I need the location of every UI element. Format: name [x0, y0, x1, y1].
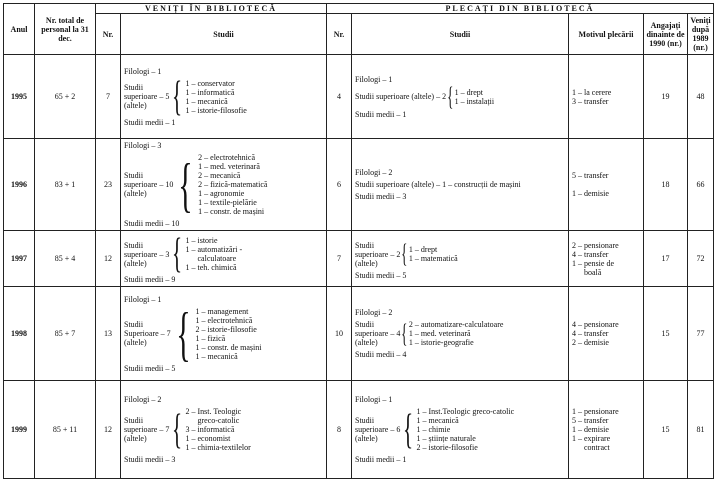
- veniti-superioare: Studii superioare – 7 (altele): [124, 416, 170, 443]
- plecati-superioare: Studii superioare (altele) – 1 – construcții de mașini: [355, 180, 521, 189]
- plecati-medii: Studii medii – 1: [355, 455, 407, 464]
- motiv-item: 4 – pensionare: [572, 320, 619, 329]
- plecati-filologi: Filologi – 1: [355, 395, 393, 404]
- motiv-item: 5 – transfer: [572, 416, 609, 425]
- veniti-dupa-cell: 72: [688, 231, 714, 287]
- veniti-study-item: 1 – constr. de mașini: [195, 342, 262, 352]
- library-staff-table: [3, 3, 714, 479]
- header-veniti-studii: Studii: [121, 14, 327, 55]
- plecati-studii-cell: [352, 287, 569, 381]
- veniti-filologi: Filologi – 1: [124, 66, 162, 76]
- veniti-study-item: 1 – conservator: [185, 78, 235, 88]
- plecati-study-item: 1 – drept: [408, 245, 438, 254]
- veniti-study-item: 2 – electrotehnică: [198, 153, 255, 162]
- veniti-dupa-cell: 48: [688, 55, 714, 139]
- veniti-superioare: Studii superioare – 3 (altele): [124, 240, 170, 268]
- veniti-study-item: 2 – istorie-filosofie: [195, 324, 257, 334]
- brace-icon: {: [178, 151, 193, 218]
- plecati-medii: Studii medii – 5: [355, 270, 407, 280]
- angajati-cell: 19: [644, 55, 688, 139]
- veniti-studii-cell: [121, 55, 327, 139]
- veniti-study-item: 1 – fizică: [195, 333, 226, 343]
- motiv-item: [572, 180, 640, 189]
- veniti-study-item: 2 – fizică-matematică: [198, 180, 268, 189]
- table-row: [4, 287, 714, 381]
- header-nr-total: Nr. total de personal la 31 dec.: [35, 4, 96, 55]
- veniti-study-item: 1 – management: [195, 306, 249, 316]
- motiv-item: 3 – transfer: [572, 96, 609, 106]
- plecati-superioare: Studii superioare – 2 (altele): [355, 240, 401, 268]
- brace-icon: {: [401, 239, 408, 268]
- year-cell: 1999: [4, 381, 35, 479]
- angajati-cell: 15: [644, 287, 688, 381]
- veniti-medii: Studii medii – 1: [124, 117, 176, 127]
- table-row: [4, 231, 714, 287]
- brace-icon: {: [401, 318, 408, 348]
- motiv-item: 1 – pensionare: [572, 407, 619, 416]
- motiv-cell: [569, 55, 644, 139]
- veniti-filologi: Filologi – 1: [124, 294, 162, 304]
- plecati-nr-cell: 7: [327, 231, 352, 287]
- veniti-study-item: 1 – economist: [185, 434, 231, 443]
- brace-icon: {: [172, 231, 183, 277]
- motiv-item: 1 – demisie: [572, 425, 609, 434]
- veniti-study-item: 1 – med. veterinară: [198, 162, 260, 171]
- plecati-filologi: Filologi – 2: [355, 308, 393, 317]
- year-cell: 1998: [4, 287, 35, 381]
- veniti-study-item: 1 – informatică: [185, 87, 235, 97]
- veniti-study-item: 2 – mecanică: [198, 171, 241, 180]
- plecati-nr-cell: 10: [327, 287, 352, 381]
- plecati-study-item: 1 – mecanică: [416, 416, 459, 425]
- header-plecati-nr: Nr.: [327, 14, 352, 55]
- veniti-superioare: Studii Superioare – 7 (altele): [124, 320, 171, 347]
- table-row: [4, 139, 714, 231]
- veniti-medii: Studii medii – 10: [124, 219, 180, 228]
- plecati-study-item: 2 – istorie-filosofie: [416, 443, 478, 452]
- motiv-cell: [569, 139, 644, 231]
- plecati-nr-cell: 4: [327, 55, 352, 139]
- plecati-filologi: Filologi – 1: [355, 74, 393, 84]
- veniti-nr-cell: 7: [96, 55, 121, 139]
- total-cell: 85 + 11: [35, 381, 96, 479]
- plecati-filologi: Filologi – 2: [355, 168, 393, 177]
- plecati-study-item: 1 – Inst.Teologic greco-catolic: [416, 407, 515, 416]
- motiv-item: 2 – pensionare: [572, 240, 619, 250]
- brace-icon: {: [175, 300, 191, 367]
- veniti-nr-cell: 13: [96, 287, 121, 381]
- angajati-cell: 17: [644, 231, 688, 287]
- plecati-superioare: Studii superioare – 6 (altele): [355, 416, 401, 443]
- motiv-item: 1 – pensie de: [572, 258, 614, 268]
- veniti-dupa-cell: 77: [688, 287, 714, 381]
- veniti-study-item: calculatoare: [185, 254, 237, 263]
- table-row: [4, 55, 714, 139]
- motiv-item: 1 – la cerere: [572, 87, 612, 97]
- plecati-superioare: Studii superioare (altele) – 2: [355, 92, 447, 101]
- veniti-nr-cell: 23: [96, 139, 121, 231]
- plecati-superioare: Studii superioare – 4 (altele): [355, 320, 401, 347]
- motiv-item: 4 – transfer: [572, 249, 609, 259]
- motiv-cell: [569, 231, 644, 287]
- plecati-study-item: 1 – matematică: [408, 254, 458, 263]
- veniti-study-item: 1 – istorie: [185, 236, 218, 245]
- plecati-study-item: 1 – chimie: [416, 425, 451, 434]
- motiv-item: contract: [572, 443, 610, 452]
- plecati-nr-cell: 6: [327, 139, 352, 231]
- table-row: [4, 381, 714, 479]
- plecati-study-item: 1 – istorie-geografie: [408, 338, 474, 347]
- plecati-medii: Studii medii – 3: [355, 192, 407, 201]
- veniti-studii-cell: [121, 381, 327, 479]
- veniti-dupa-cell: 81: [688, 381, 714, 479]
- brace-icon: {: [447, 81, 454, 111]
- header-veniti-nr: Nr.: [96, 14, 121, 55]
- header-angajati: Angajați dinainte de 1990 (nr.): [644, 14, 688, 55]
- header-veniti-dupa: Veniți după 1989 (nr.): [688, 14, 714, 55]
- veniti-study-item: 1 – constr. de mașini: [198, 207, 265, 216]
- veniti-studii-cell: [121, 139, 327, 231]
- header-plecati-group: PLECAȚI DIN BIBLIOTECĂ: [327, 4, 714, 14]
- veniti-superioare: Studii superioare – 5 (altele): [124, 83, 170, 110]
- veniti-study-item: 1 – electrotehnică: [195, 315, 253, 325]
- year-cell: 1995: [4, 55, 35, 139]
- veniti-study-item: greco-catolic: [185, 416, 240, 425]
- angajati-cell: 15: [644, 381, 688, 479]
- header-anul: Anul: [4, 4, 35, 55]
- plecati-studii-cell: [352, 139, 569, 231]
- veniti-medii: Studii medii – 9: [124, 275, 176, 284]
- plecati-studii-cell: [352, 231, 569, 287]
- header-veniti-group: VENIȚI ÎN BIBLIOTECĂ: [96, 4, 327, 14]
- plecati-study-item: 1 – drept: [454, 87, 484, 97]
- plecati-nr-cell: 8: [327, 381, 352, 479]
- veniti-superioare: Studii superioare – 10 (altele): [124, 171, 174, 198]
- motiv-item: boală: [572, 267, 602, 277]
- total-cell: 65 + 2: [35, 55, 96, 139]
- total-cell: 85 + 4: [35, 231, 96, 287]
- motiv-item: 1 – demisie: [572, 189, 609, 198]
- veniti-study-item: 3 – informatică: [185, 425, 235, 434]
- plecati-study-item: 1 – instalații: [454, 96, 495, 106]
- total-cell: 83 + 1: [35, 139, 96, 231]
- veniti-study-item: 1 – mecanică: [195, 351, 238, 361]
- veniti-study-item: 1 – chimia-textilelor: [185, 443, 251, 452]
- angajati-cell: 18: [644, 139, 688, 231]
- motiv-cell: [569, 381, 644, 479]
- veniti-study-item: 1 – teh. chimică: [185, 263, 237, 272]
- veniti-medii: Studii medii – 5: [124, 363, 176, 373]
- plecati-studii-cell: [352, 381, 569, 479]
- veniti-filologi: Filologi – 2: [124, 395, 162, 404]
- veniti-medii: Studii medii – 3: [124, 455, 176, 464]
- plecati-studii-cell: [352, 55, 569, 139]
- veniti-nr-cell: 12: [96, 231, 121, 287]
- plecati-study-item: 1 – științe naturale: [416, 434, 476, 443]
- brace-icon: {: [172, 406, 183, 453]
- veniti-filologi: Filologi – 3: [124, 141, 162, 150]
- total-cell: 85 + 7: [35, 287, 96, 381]
- motiv-item: 2 – demisie: [572, 338, 609, 347]
- year-cell: 1996: [4, 139, 35, 231]
- header-plecati-studii: Studii: [352, 14, 569, 55]
- veniti-study-item: 2 – Inst. Teologic: [185, 407, 242, 416]
- plecati-medii: Studii medii – 4: [355, 350, 407, 359]
- motiv-cell: [569, 287, 644, 381]
- veniti-studii-cell: [121, 231, 327, 287]
- plecati-study-item: 2 – automatizare-calculatoare: [408, 320, 504, 329]
- header-motiv: Motivul plecării: [569, 14, 644, 55]
- veniti-dupa-cell: 66: [688, 139, 714, 231]
- motiv-item: 1 – expirare: [572, 434, 611, 443]
- veniti-study-item: 1 – automatizări -: [185, 245, 243, 254]
- motiv-item: 5 – transfer: [572, 171, 609, 180]
- veniti-study-item: 1 – mecanică: [185, 96, 228, 106]
- veniti-study-item: 1 – textile-pielărie: [198, 198, 257, 207]
- plecati-study-item: 1 – med. veterinară: [408, 329, 471, 338]
- veniti-studii-cell: [121, 287, 327, 381]
- veniti-study-item: 1 – istorie-filosofie: [185, 105, 247, 115]
- brace-icon: {: [172, 73, 183, 120]
- year-cell: 1997: [4, 231, 35, 287]
- veniti-nr-cell: 12: [96, 381, 121, 479]
- plecati-medii: Studii medii – 1: [355, 109, 407, 119]
- brace-icon: {: [403, 406, 414, 453]
- motiv-item: 4 – transfer: [572, 329, 609, 338]
- veniti-study-item: 1 – agronomie: [198, 189, 245, 198]
